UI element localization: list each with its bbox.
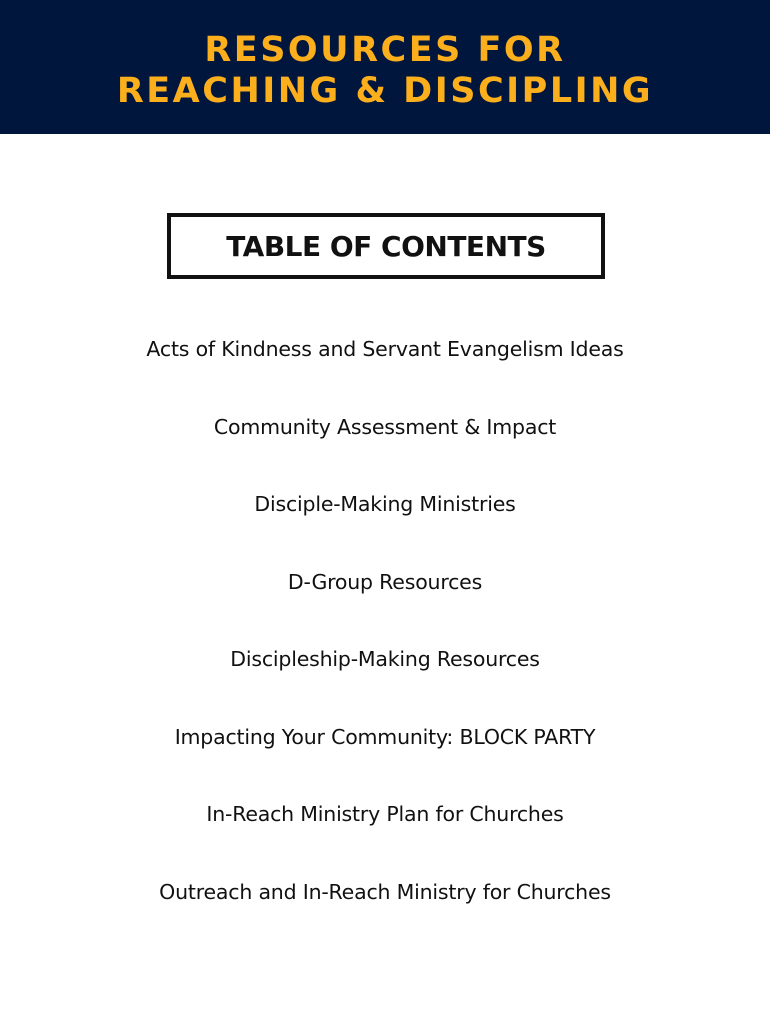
header-banner: [0, 0, 770, 134]
toc-item-outreach-in-reach[interactable]: Outreach and In-Reach Ministry for Churches: [159, 879, 611, 904]
document-title: [0, 30, 770, 112]
document-title-line-1: RESOURCES FOR: [204, 30, 566, 70]
toc-heading-box: [167, 213, 605, 279]
toc-item-in-reach-plan[interactable]: In-Reach Ministry Plan for Churches: [206, 802, 564, 826]
toc-item-acts-of-kindness[interactable]: Acts of Kindness and Servant Evangelism Ideas: [146, 337, 624, 361]
toc-item-discipleship-making-resources[interactable]: Discipleship-Making Resources: [230, 647, 540, 671]
toc-heading: TABLE OF CONTENTS: [226, 229, 546, 263]
toc-item-d-group-resources[interactable]: D-Group Resources: [287, 569, 483, 594]
toc-item-block-party[interactable]: Impacting Your Community: BLOCK PARTY: [174, 724, 596, 749]
toc-item-disciple-making-ministries[interactable]: Disciple-Making Ministries: [254, 492, 516, 516]
toc-item-community-assessment[interactable]: Community Assessment & Impact: [213, 414, 557, 439]
toc-list: [0, 330, 770, 950]
document-title-line-2: REACHING & DISCIPLING: [116, 71, 654, 111]
